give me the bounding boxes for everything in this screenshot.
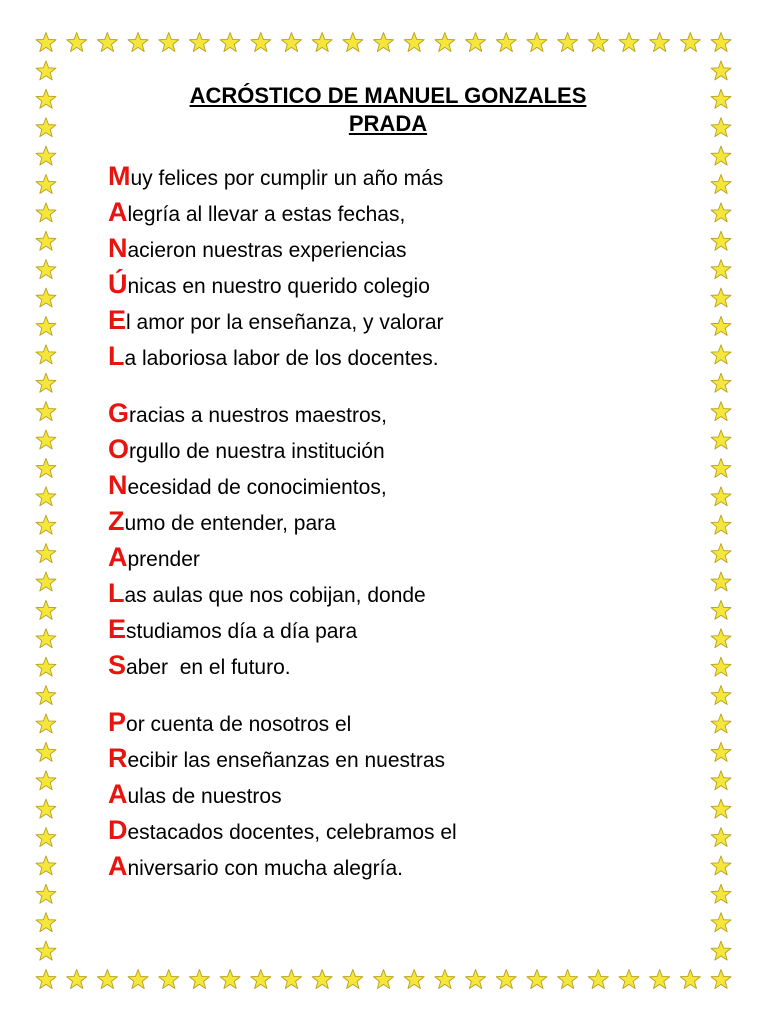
stanza-1 <box>108 158 668 374</box>
line-text: racias a nuestros maestros, <box>129 404 387 427</box>
poem-line <box>108 575 668 611</box>
poem-line <box>108 848 668 884</box>
star-icon <box>189 970 209 989</box>
star-icon <box>496 970 516 989</box>
line-text: aber en el futuro. <box>126 656 291 679</box>
star-icon <box>711 203 731 222</box>
star-icon <box>588 33 608 52</box>
acrostic-initial: E <box>108 305 127 335</box>
star-icon <box>251 970 271 989</box>
poem-line <box>108 467 668 503</box>
star-icon <box>220 970 240 989</box>
star-icon <box>36 402 56 421</box>
line-text: prender <box>127 548 200 571</box>
star-icon <box>558 970 578 989</box>
star-icon <box>711 742 731 761</box>
star-icon <box>619 33 639 52</box>
star-icon <box>67 970 87 989</box>
acrostic-initial: P <box>108 707 127 737</box>
star-icon <box>36 572 56 591</box>
star-icon <box>711 970 731 989</box>
star-icon <box>36 970 56 989</box>
star-icon <box>36 771 56 790</box>
poem-line <box>108 539 668 575</box>
line-text: uy felices por cumplir un año más <box>130 167 444 190</box>
star-icon <box>527 33 547 52</box>
line-text: rgullo de nuestra institución <box>129 440 385 463</box>
acrostic-initial: Ú <box>108 269 128 299</box>
star-icon <box>97 970 117 989</box>
star-icon <box>36 515 56 534</box>
star-icon <box>312 970 332 989</box>
star-icon <box>711 686 731 705</box>
star-icon <box>36 487 56 506</box>
star-icon <box>650 970 670 989</box>
star-icon <box>711 714 731 733</box>
poem-line <box>108 266 668 302</box>
acrostic-initial: G <box>108 398 130 428</box>
acrostic-initial: S <box>108 650 127 680</box>
star-icon <box>680 33 700 52</box>
star-icon <box>36 118 56 137</box>
star-icon <box>711 430 731 449</box>
star-icon <box>36 33 56 52</box>
acrostic-initial: A <box>108 197 128 227</box>
line-text: nicas en nuestro querido colegio <box>127 275 430 298</box>
star-icon <box>466 33 486 52</box>
star-icon <box>711 61 731 80</box>
star-icon <box>36 742 56 761</box>
line-text: niversario con mucha alegría. <box>127 857 403 880</box>
star-icon <box>711 856 731 875</box>
star-icon <box>711 657 731 676</box>
star-icon <box>711 629 731 648</box>
star-icon <box>650 33 670 52</box>
star-icon <box>189 33 209 52</box>
star-icon <box>435 33 455 52</box>
star-icon <box>36 941 56 960</box>
acrostic-initial: A <box>108 779 128 809</box>
star-icon <box>711 146 731 165</box>
star-icon <box>496 33 516 52</box>
star-icon <box>711 884 731 903</box>
star-icon <box>711 572 731 591</box>
star-icon <box>711 544 731 563</box>
acrostic-initial: L <box>108 578 125 608</box>
stanza-3 <box>108 704 668 884</box>
poem-line <box>108 503 668 539</box>
star-icon <box>36 458 56 477</box>
star-icon <box>711 89 731 108</box>
poem-line <box>108 776 668 812</box>
line-text: acieron nuestras experiencias <box>127 239 407 262</box>
star-icon <box>527 970 547 989</box>
star-icon <box>281 33 301 52</box>
star-icon <box>711 231 731 250</box>
star-icon <box>67 33 87 52</box>
star-icon <box>711 118 731 137</box>
star-icon <box>220 33 240 52</box>
poem-line <box>108 395 668 431</box>
star-icon <box>711 828 731 847</box>
star-icon <box>36 828 56 847</box>
page-title <box>108 82 668 138</box>
poem-line <box>108 431 668 467</box>
poem-line <box>108 194 668 230</box>
star-icon <box>711 799 731 818</box>
star-icon <box>159 33 179 52</box>
star-icon <box>711 345 731 364</box>
star-icon <box>36 61 56 80</box>
star-icon <box>36 430 56 449</box>
star-icon <box>435 970 455 989</box>
star-icon <box>711 316 731 335</box>
star-icon <box>36 799 56 818</box>
star-icon <box>711 174 731 193</box>
line-text: or cuenta de nosotros el <box>126 713 352 736</box>
star-icon <box>711 260 731 279</box>
star-icon <box>374 970 394 989</box>
star-icon <box>36 600 56 619</box>
star-icon <box>128 970 148 989</box>
acrostic-initial: O <box>108 434 130 464</box>
star-icon <box>711 515 731 534</box>
acrostic-initial: A <box>108 851 128 881</box>
line-text: ulas de nuestros <box>127 785 282 808</box>
acrostic-initial: N <box>108 233 128 263</box>
poem-page <box>108 82 668 905</box>
star-icon <box>711 600 731 619</box>
star-icon <box>374 33 394 52</box>
line-text: a laboriosa labor de los docentes. <box>124 347 439 370</box>
star-icon <box>558 33 578 52</box>
star-icon <box>36 856 56 875</box>
star-icon <box>711 771 731 790</box>
line-text: legría al llevar a estas fechas, <box>127 203 406 226</box>
line-text: studiamos día a día para <box>126 620 358 643</box>
acrostic-initial: M <box>108 161 131 191</box>
star-icon <box>36 174 56 193</box>
star-icon <box>36 544 56 563</box>
poem-line <box>108 704 668 740</box>
star-icon <box>36 345 56 364</box>
star-icon <box>36 260 56 279</box>
poem-line <box>108 740 668 776</box>
star-icon <box>36 629 56 648</box>
star-icon <box>36 913 56 932</box>
star-icon <box>711 33 731 52</box>
star-icon <box>466 970 486 989</box>
line-text: umo de entender, para <box>124 512 336 535</box>
star-icon <box>680 970 700 989</box>
star-icon <box>36 714 56 733</box>
line-text: ecibir las enseñanzas en nuestras <box>127 749 446 772</box>
star-icon <box>588 970 608 989</box>
star-icon <box>36 203 56 222</box>
poem-line <box>108 647 668 683</box>
poem-line <box>108 302 668 338</box>
star-icon <box>251 33 271 52</box>
acrostic-initial: Z <box>108 506 125 536</box>
star-icon <box>711 402 731 421</box>
star-icon <box>36 686 56 705</box>
star-icon <box>711 913 731 932</box>
acrostic-initial: R <box>108 743 128 773</box>
line-text: ecesidad de conocimientos, <box>127 476 387 499</box>
title-line-2: PRADA <box>348 111 428 136</box>
acrostic-initial: A <box>108 542 128 572</box>
star-icon <box>128 33 148 52</box>
star-icon <box>36 146 56 165</box>
acrostic-initial: N <box>108 470 128 500</box>
poem-line <box>108 611 668 647</box>
acrostic-initial: D <box>108 815 128 845</box>
star-icon <box>36 231 56 250</box>
line-text: as aulas que nos cobijan, donde <box>124 584 426 607</box>
line-text: estacados docentes, celebramos el <box>127 821 457 844</box>
stanza-2 <box>108 395 668 683</box>
star-icon <box>711 373 731 392</box>
star-icon <box>36 884 56 903</box>
star-icon <box>36 657 56 676</box>
star-icon <box>281 970 301 989</box>
star-icon <box>619 970 639 989</box>
star-icon <box>343 33 363 52</box>
acrostic-initial: L <box>108 341 125 371</box>
star-icon <box>711 487 731 506</box>
star-icon <box>404 33 424 52</box>
star-icon <box>36 89 56 108</box>
poem-line <box>108 230 668 266</box>
star-icon <box>312 33 332 52</box>
star-icon <box>36 288 56 307</box>
star-icon <box>343 970 363 989</box>
star-icon <box>711 941 731 960</box>
poem-line <box>108 158 668 194</box>
poem-line <box>108 338 668 374</box>
star-icon <box>711 288 731 307</box>
line-text: l amor por la enseñanza, y valorar <box>126 311 444 334</box>
star-icon <box>36 316 56 335</box>
poem-line <box>108 812 668 848</box>
title-line-1: ACRÓSTICO DE MANUEL GONZALES <box>189 83 587 108</box>
star-icon <box>97 33 117 52</box>
star-icon <box>36 373 56 392</box>
star-icon <box>404 970 424 989</box>
star-icon <box>159 970 179 989</box>
acrostic-initial: E <box>108 614 127 644</box>
star-icon <box>711 458 731 477</box>
